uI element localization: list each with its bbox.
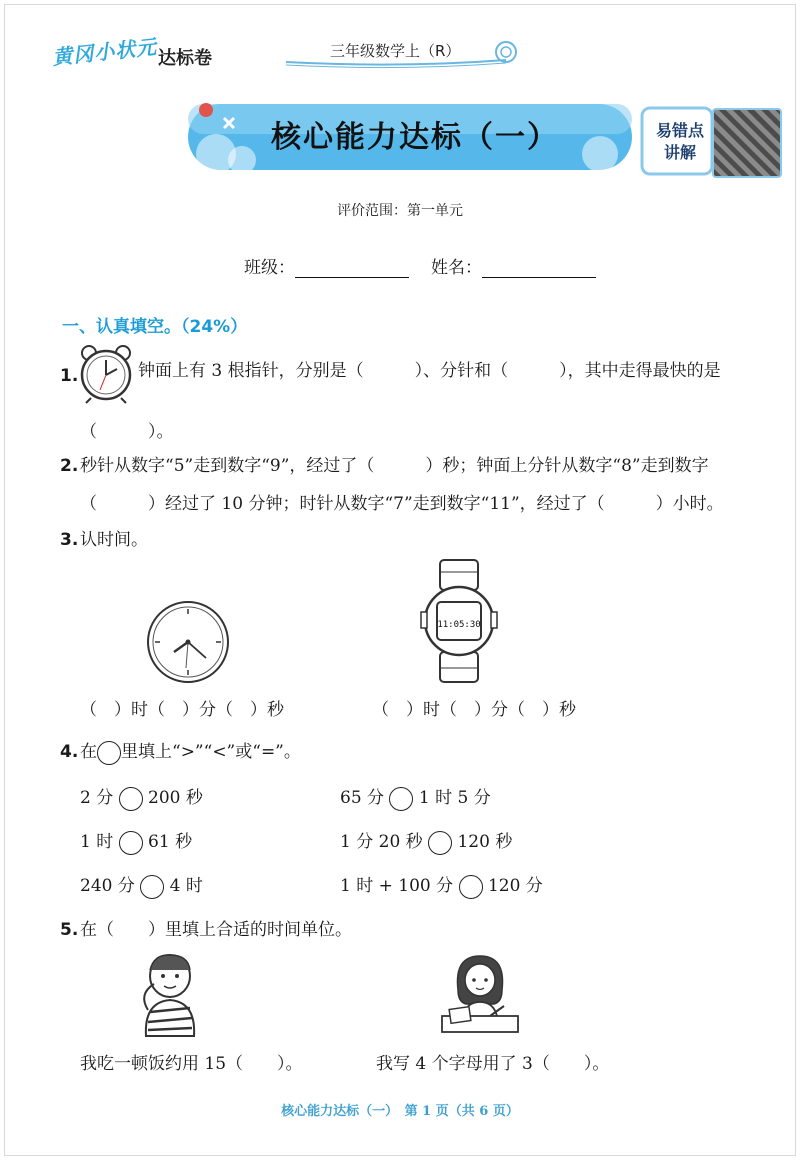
qr-label: 易错点 讲解 [655, 121, 704, 162]
q5-answer-b: 我写 4 个字母用了 3（ ）。 [376, 1054, 610, 1074]
q2-number: 2. [60, 456, 79, 476]
compare-blank[interactable] [459, 875, 483, 899]
q4-number: 4. [60, 742, 79, 762]
q5-answer-a: 我吃一顿饭约用 15（ ）。 [80, 1054, 303, 1074]
class-label: 班级： [244, 258, 295, 278]
girl-writing-icon [438, 950, 522, 1034]
brand-logo: 黄冈小状元 [51, 34, 159, 70]
student-fields [244, 253, 618, 278]
compare-item: 2 分 200 秒 [80, 786, 203, 811]
compare-item: 65 分 1 时 5 分 [340, 786, 491, 811]
class-field[interactable] [295, 259, 409, 278]
compare-item: 1 分 20 秒 120 秒 [340, 830, 512, 855]
compare-blank[interactable] [428, 831, 452, 855]
boy-eating-icon [130, 950, 210, 1038]
compare-blank[interactable] [119, 787, 143, 811]
watch-display: 11:05:30 [437, 620, 481, 630]
name-field[interactable] [482, 259, 596, 278]
digital-watch-icon [418, 556, 500, 686]
brand-subtitle: 达标卷 [158, 48, 212, 69]
compare-blank[interactable] [119, 831, 143, 855]
q1-number: 1. [60, 366, 79, 386]
q3-text: 认时间。 [80, 530, 148, 550]
q5-text: 在（ ）里填上合适的时间单位。 [80, 920, 352, 940]
q3-blank-b: （ ）时（ ）分（ ）秒 [372, 700, 576, 720]
q1-line1: 钟面上有 3 根指针，分别是（ ）、分针和（ ），其中走得最快的是 [138, 361, 721, 381]
compare-blank[interactable] [140, 875, 164, 899]
compare-item: 240 分 4 时 [80, 874, 203, 899]
grade-label: 三年级数学上（R） [330, 42, 461, 60]
q3-blank-a: （ ）时（ ）分（ ）秒 [80, 700, 284, 720]
compare-blank[interactable] [389, 787, 413, 811]
evaluation-scope: 评价范围：第一单元 [337, 203, 463, 219]
q2-line2: （ ）经过了 10 分钟；时针从数字“7”走到数字“11”，经过了（ ）小时。 [80, 494, 724, 514]
section-title: 一、认真填空。（24%） [62, 317, 248, 337]
q4-instruction: 在 里填上“>”“<”或“=”。 [80, 740, 301, 765]
compare-item: 1 时 + 100 分 120 分 [340, 874, 543, 899]
q1-line2: （ ）。 [80, 422, 174, 442]
analog-clock-icon [146, 600, 230, 684]
alarm-clock-icon [76, 342, 136, 404]
q2-line1: 秒针从数字“5”走到数字“9”，经过了（ ）秒；钟面上分针从数字“8”走到数字 [80, 456, 709, 476]
page-footer: 核心能力达标（一） 第 1 页（共 6 页） [281, 1104, 519, 1119]
q5-number: 5. [60, 920, 79, 940]
qr-code-icon[interactable] [712, 108, 782, 178]
compare-circle [97, 741, 121, 765]
page-title: 核心能力达标（一） [271, 120, 559, 155]
compare-item: 1 时 61 秒 [80, 830, 192, 855]
q3-number: 3. [60, 530, 79, 550]
name-label: 姓名： [431, 258, 482, 278]
